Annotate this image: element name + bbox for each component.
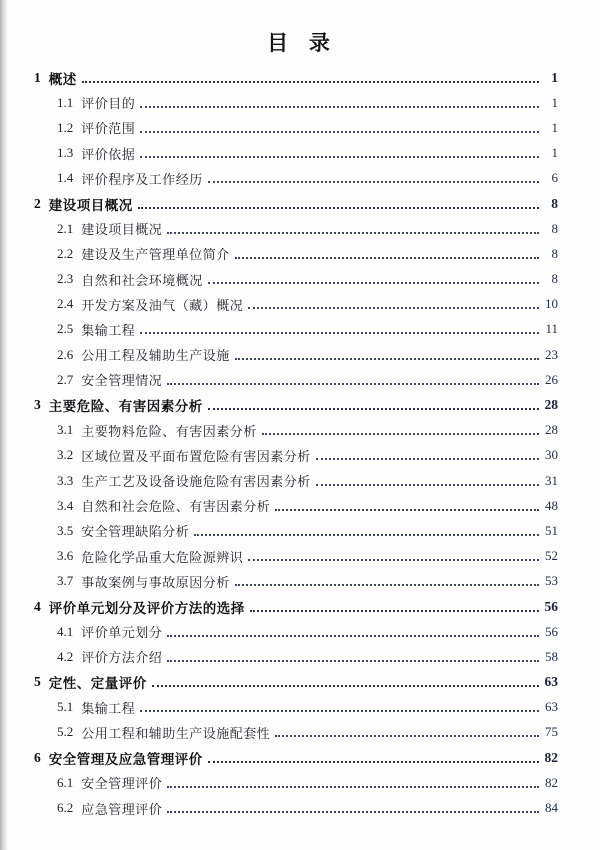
toc-entry-page: 1	[551, 69, 558, 85]
toc-entry	[34, 569, 558, 594]
dot-leader-icon	[275, 735, 539, 737]
toc-entry-title: 评价依据	[81, 146, 136, 162]
toc-entry	[34, 241, 558, 266]
toc-entry	[34, 115, 558, 140]
toc-list	[0, 58, 600, 821]
dot-leader-icon	[152, 685, 539, 687]
dot-leader-icon	[208, 761, 539, 763]
toc-entry-title: 应急管理评价	[81, 801, 163, 817]
toc-entry-page: 1	[551, 94, 558, 110]
dot-leader-icon	[138, 207, 539, 209]
toc-entry	[34, 317, 558, 342]
dot-leader-icon	[167, 660, 539, 662]
toc-entry	[34, 644, 558, 669]
dot-leader-icon	[316, 458, 539, 460]
toc-entry	[34, 493, 558, 518]
dot-leader-icon	[194, 534, 539, 536]
toc-entry	[34, 166, 558, 191]
dot-leader-icon	[208, 181, 539, 183]
dot-leader-icon	[208, 408, 539, 410]
toc-entry-title: 定性、定量评价	[48, 676, 147, 692]
toc-entry	[34, 418, 558, 443]
toc-entry	[34, 518, 558, 543]
toc-entry-number: 6.1	[57, 774, 74, 790]
toc-entry-page: 82	[544, 749, 558, 765]
toc-entry-title: 安全管理评价	[81, 776, 163, 792]
dot-leader-icon	[208, 282, 539, 284]
toc-entry-title: 集输工程	[81, 700, 136, 716]
toc-entry	[34, 141, 558, 166]
toc-entry-page: 56	[544, 598, 558, 614]
toc-entry	[34, 443, 558, 468]
toc-entry-number: 2.1	[57, 220, 74, 236]
toc-entry	[34, 65, 558, 90]
dot-leader-icon	[140, 332, 539, 334]
toc-entry-page: 58	[545, 648, 558, 664]
toc-entry-number: 5.1	[57, 699, 74, 715]
toc-entry-title: 安全管理及应急管理评价	[48, 751, 203, 767]
toc-entry-page: 1	[551, 145, 558, 161]
toc-entry	[34, 544, 558, 569]
toc-entry-number: 2.7	[57, 371, 74, 387]
toc-entry-title: 开发方案及油气（藏）概况	[81, 297, 244, 313]
dot-leader-icon	[316, 484, 539, 486]
toc-entry	[34, 468, 558, 493]
toc-entry-title: 建设项目概况	[48, 197, 133, 213]
toc-entry-title: 自然和社会环境概况	[81, 272, 203, 288]
dot-leader-icon	[167, 635, 539, 637]
toc-entry-number: 2	[34, 195, 41, 211]
toc-entry-title: 主要物料危险、有害因素分析	[81, 423, 257, 439]
toc-entry-page: 84	[545, 800, 558, 816]
dot-leader-icon	[140, 156, 539, 158]
toc-entry-title: 自然和社会危险、有害因素分析	[81, 499, 271, 515]
toc-entry-title: 安全管理情况	[81, 373, 163, 389]
toc-entry-page: 8	[551, 220, 558, 236]
toc-entry-number: 3.2	[57, 447, 74, 463]
toc-entry-page: 8	[551, 195, 558, 211]
toc-entry-page: 48	[545, 497, 558, 513]
toc-entry-page: 56	[545, 623, 558, 639]
toc-entry-title: 建设及生产管理单位简介	[81, 247, 230, 263]
toc-entry-page: 8	[551, 245, 558, 261]
toc-entry-number: 5	[34, 674, 41, 690]
toc-entry-title: 区域位置及平面布置危险有害因素分析	[81, 448, 311, 464]
toc-entry-title: 危险化学品重大危险源辨识	[81, 549, 244, 565]
toc-entry-number: 1.4	[57, 170, 74, 186]
toc-entry-number: 3.7	[57, 573, 74, 589]
toc-entry-number: 4.1	[57, 623, 74, 639]
dot-leader-icon	[248, 559, 539, 561]
dot-leader-icon	[167, 232, 539, 234]
toc-entry-title: 公用工程和辅助生产设施配套性	[81, 725, 271, 741]
toc-entry-page: 1	[551, 119, 558, 135]
toc-entry-number: 5.2	[57, 724, 74, 740]
toc-entry-title: 生产工艺及设备设施危险有害因素分析	[81, 474, 311, 490]
toc-entry	[34, 367, 558, 392]
toc-entry-number: 2.3	[57, 271, 74, 287]
toc-entry-title: 评价目的	[81, 96, 136, 112]
toc-entry-title: 集输工程	[81, 322, 136, 338]
toc-entry-number: 4.2	[57, 648, 74, 664]
toc-entry-page: 53	[545, 573, 558, 589]
toc-entry	[34, 720, 558, 745]
toc-entry	[34, 267, 558, 292]
dot-leader-icon	[235, 257, 539, 259]
toc-entry-number: 3.5	[57, 522, 74, 538]
toc-entry-number: 4	[34, 598, 41, 614]
toc-entry-page: 8	[551, 271, 558, 287]
toc-entry-page: 11	[545, 321, 558, 337]
toc-entry-number: 3.1	[57, 422, 74, 438]
toc-entry	[34, 342, 558, 367]
toc-entry-page: 26	[545, 371, 558, 387]
toc-entry	[34, 795, 558, 820]
toc-entry-title: 公用工程及辅助生产设施	[81, 348, 230, 364]
toc-entry-page: 51	[545, 522, 558, 538]
toc-entry-title: 评价范围	[81, 121, 136, 137]
toc-entry-number: 6.2	[57, 800, 74, 816]
dot-leader-icon	[167, 383, 539, 385]
dot-leader-icon	[140, 710, 539, 712]
toc-entry-title: 评价单元划分及评价方法的选择	[48, 600, 245, 616]
toc-entry	[34, 392, 558, 417]
toc-entry-page: 82	[545, 774, 558, 790]
toc-entry-title: 评价单元划分	[81, 625, 163, 641]
toc-entry-number: 3.4	[57, 497, 74, 513]
toc-entry	[34, 770, 558, 795]
toc-entry-number: 3.3	[57, 472, 74, 488]
toc-entry-page: 6	[551, 170, 558, 186]
dot-leader-icon	[167, 786, 539, 788]
toc-entry-title: 主要危险、有害因素分析	[48, 399, 203, 415]
toc-entry-number: 1.2	[57, 119, 74, 135]
dot-leader-icon	[248, 307, 539, 309]
toc-entry	[34, 745, 558, 770]
toc-entry-page: 28	[545, 422, 558, 438]
toc-entry	[34, 670, 558, 695]
dot-leader-icon	[82, 81, 539, 83]
toc-entry-title: 安全管理缺陷分析	[81, 524, 190, 540]
dot-leader-icon	[140, 106, 539, 108]
toc-entry-page: 63	[544, 674, 558, 690]
toc-entry	[34, 90, 558, 115]
toc-entry	[34, 619, 558, 644]
toc-entry-title: 事故案例与事故原因分析	[81, 574, 230, 590]
toc-entry-number: 2.4	[57, 296, 74, 312]
toc-entry-number: 2.2	[57, 245, 74, 261]
toc-entry-number: 3	[34, 397, 41, 413]
toc-entry-number: 3.6	[57, 548, 74, 564]
toc-entry-number: 1.1	[57, 94, 74, 110]
toc-entry-page: 63	[545, 699, 558, 715]
toc-entry	[34, 191, 558, 216]
dot-leader-icon	[275, 509, 539, 511]
toc-entry	[34, 292, 558, 317]
dot-leader-icon	[167, 811, 539, 813]
toc-entry-page: 10	[545, 296, 558, 312]
toc-entry	[34, 594, 558, 619]
toc-entry-page: 28	[544, 397, 558, 413]
toc-entry-page: 23	[545, 346, 558, 362]
toc-entry-title: 评价程序及工作经历	[81, 171, 203, 187]
page-title: 目 录	[267, 32, 333, 55]
toc-entry-title: 建设项目概况	[81, 222, 163, 238]
toc-entry-page: 30	[545, 447, 558, 463]
dot-leader-icon	[235, 358, 539, 360]
toc-entry-page: 75	[545, 724, 558, 740]
toc-entry	[34, 695, 558, 720]
toc-entry-number: 1	[34, 69, 41, 85]
dot-leader-icon	[140, 131, 539, 133]
toc-entry-number: 2.5	[57, 321, 74, 337]
toc-entry-number: 1.3	[57, 145, 74, 161]
toc-entry-number: 2.6	[57, 346, 74, 362]
toc-entry-page: 31	[545, 472, 558, 488]
toc-entry-page: 52	[545, 548, 558, 564]
toc-entry-title: 概述	[48, 71, 77, 87]
dot-leader-icon	[262, 433, 539, 435]
toc-entry-number: 6	[34, 749, 41, 765]
dot-leader-icon	[235, 584, 539, 586]
toc-entry-title: 评价方法介绍	[81, 650, 163, 666]
dot-leader-icon	[250, 610, 539, 612]
toc-entry	[34, 216, 558, 241]
